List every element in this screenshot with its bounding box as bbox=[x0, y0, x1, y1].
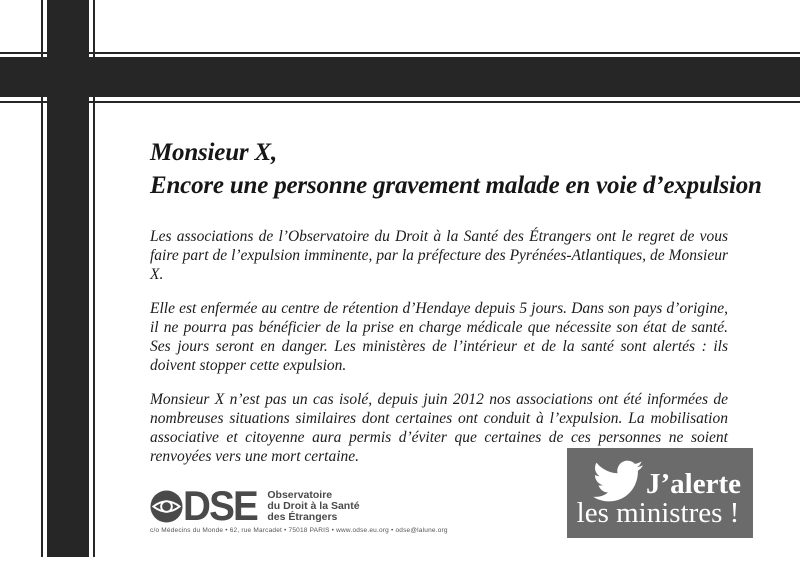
odse-name-line2: du Droit à la Santé bbox=[267, 500, 360, 512]
body-text bbox=[150, 227, 728, 481]
cross-horizontal-thin-rule-top bbox=[0, 52, 800, 54]
page-title bbox=[150, 136, 762, 202]
body-paragraph: Monsieur X n’est pas un cas isolé, depuis juin 2012 nos associations ont été informées de nombreuses situations similaires dont certaines ont conduit à l’expulsion. La mobilisation associative et citoyenne aura permis d’éviter que certaines de ces personnes ne soient renvoyées vers une mort certaine. bbox=[150, 391, 728, 465]
alert-text-line2: les ministres ! bbox=[576, 497, 740, 529]
odse-full-name bbox=[267, 490, 359, 523]
cross-horizontal-thin-rule-bottom bbox=[0, 101, 800, 103]
contact-address: c/o Médecins du Monde • 62, rue Marcadet • 75018 PARIS • www.odse.eu.org • odse@lalune.org bbox=[150, 527, 448, 534]
eye-icon bbox=[150, 490, 183, 523]
body-paragraph: Les associations de l’Observatoire du Droit à la Santé des Étrangers ont le regret de vous faire part de l’expulsion imminente, par la préfecture des Pyrénées-Atlantiques, de Monsieur X. bbox=[150, 228, 728, 283]
alert-ministers-badge[interactable] bbox=[567, 448, 753, 538]
page-title-line1: Monsieur X, bbox=[150, 139, 278, 166]
odse-name-line3: des Étrangers bbox=[267, 511, 338, 523]
body-paragraph: Elle est enfermée au centre de rétention d’Hendaye depuis 5 jours. Dans son pays d’origine, il ne pourra pas bénéficier de la prise en charge médicale que nécessite son état de santé. Ses jours seront en danger. Les ministères de l’intérieur et de la santé sont alertés : ils doivent stopper cette expulsion. bbox=[150, 300, 728, 374]
odse-logo bbox=[150, 482, 448, 534]
alert-text-line1: J’alerte bbox=[646, 468, 741, 500]
cross-horizontal-bar bbox=[0, 57, 800, 97]
odse-acronym: DSE bbox=[183, 482, 257, 529]
odse-name-line1: Observatoire bbox=[267, 489, 333, 501]
page-title-line2: Encore une personne gravement malade en voie d’expulsion bbox=[150, 172, 762, 199]
